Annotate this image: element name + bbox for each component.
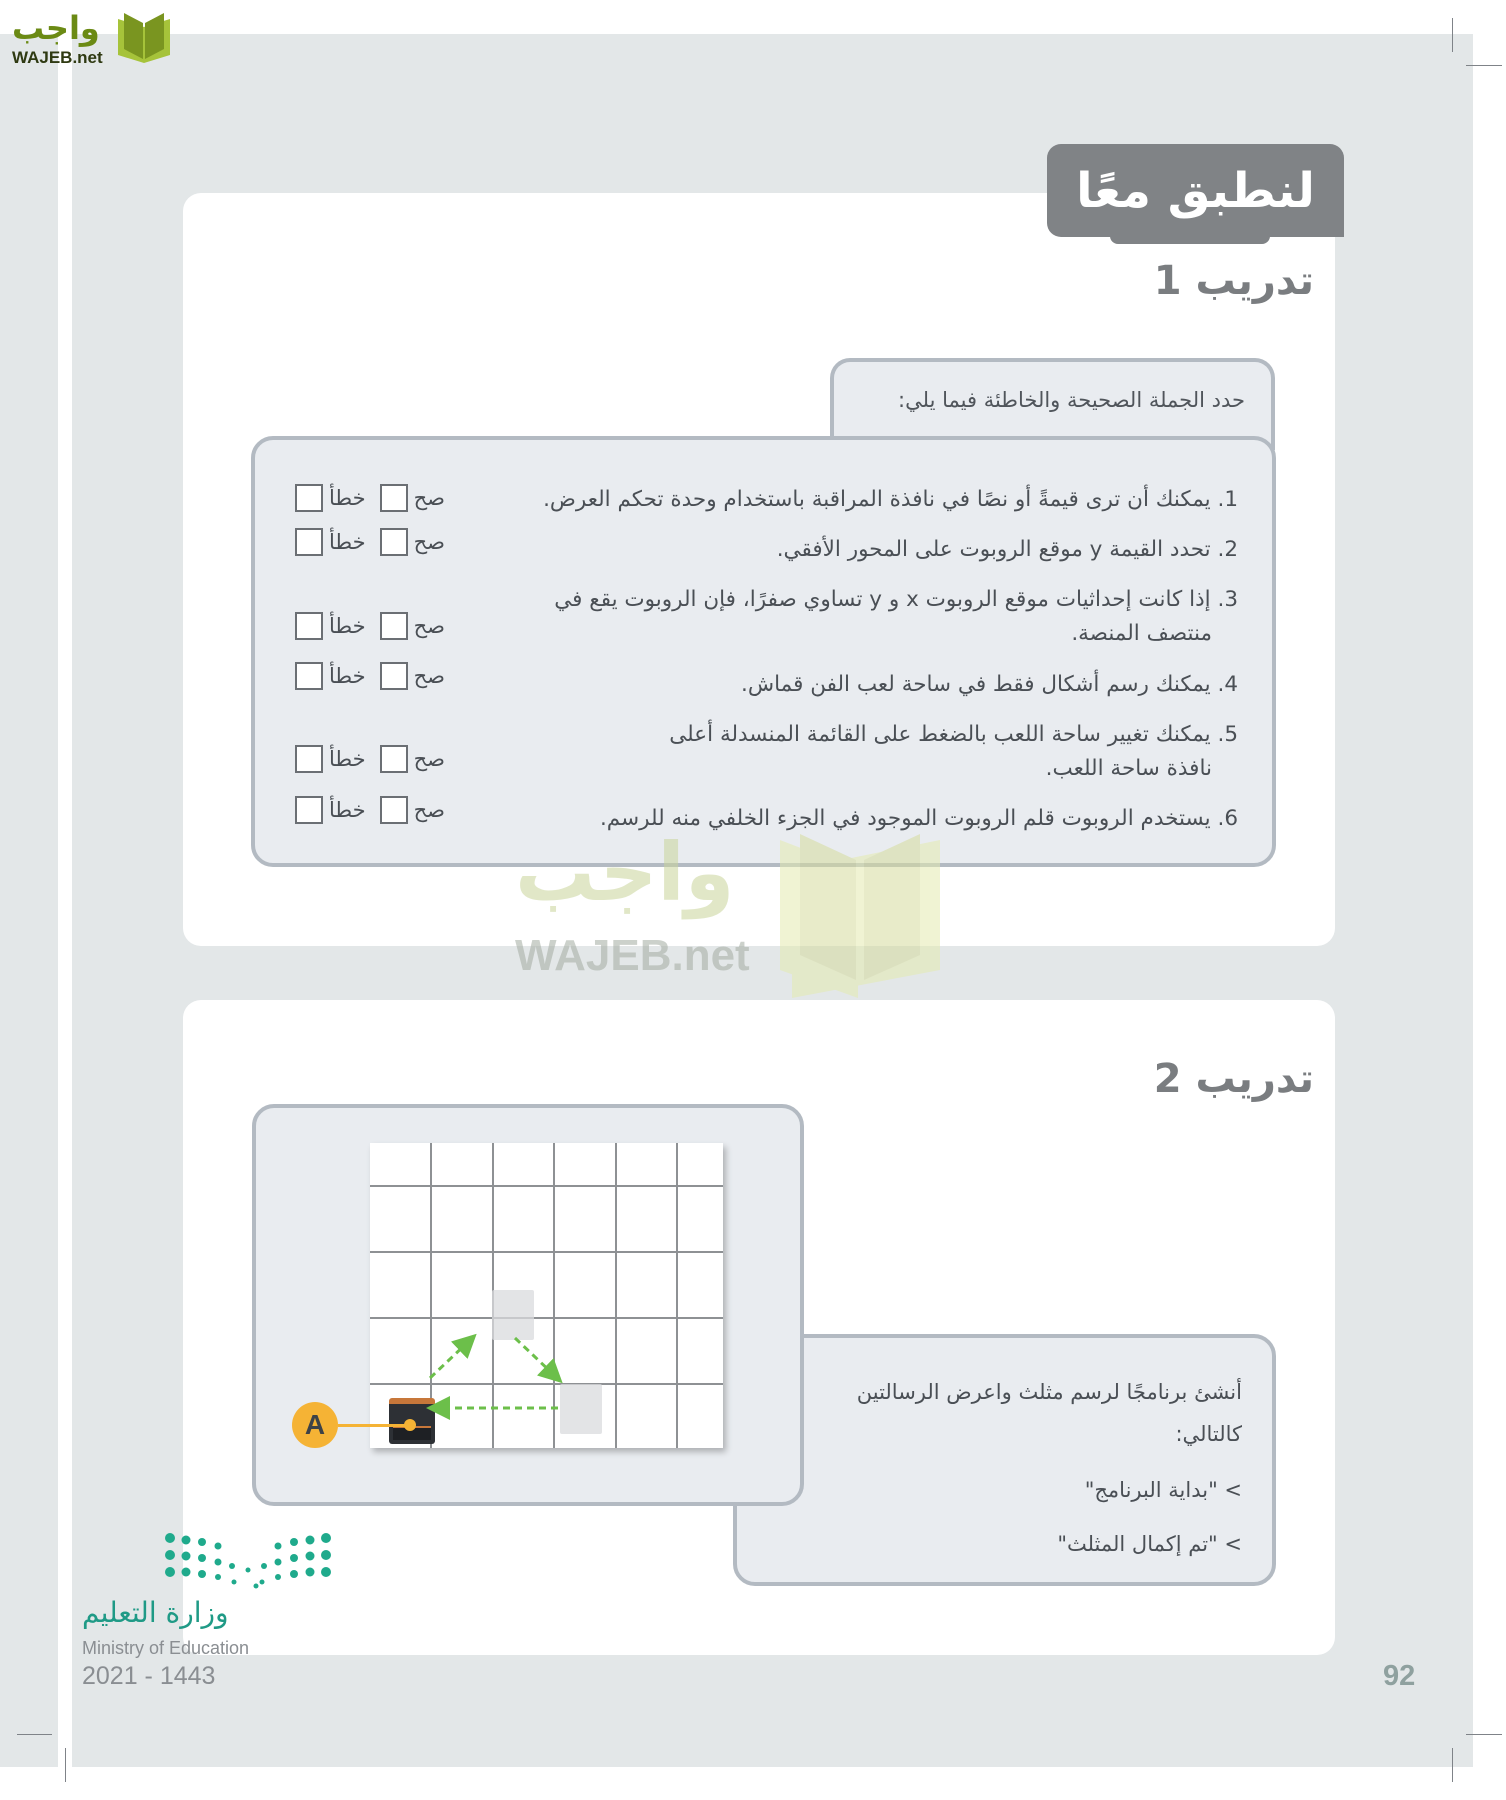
false-checkbox[interactable] xyxy=(295,612,323,640)
exercise2-instruction: أنشئ برنامجًا لرسم مثلث واعرض الرسالتين xyxy=(856,1380,1242,1404)
header-badge-tab xyxy=(1110,232,1270,244)
edition-year: 2021 - 1443 xyxy=(82,1662,216,1690)
crop-mark xyxy=(65,1748,66,1782)
question-3: 3. إذا كانت إحداثيات موقع الروبوت x و y تساوي صفرًا، فإن الروبوت يقع في xyxy=(554,587,1238,612)
question-5: 5. يمكنك تغيير ساحة اللعب بالضغط على القائمة المنسدلة أعلى xyxy=(669,722,1238,747)
true-option[interactable]: صح xyxy=(380,484,445,512)
ministry-dots-icon xyxy=(82,1530,342,1590)
question-4: 4. يمكنك رسم أشكال فقط في ساحة لعب الفن قماش. xyxy=(741,672,1238,697)
question-1: 1. يمكنك أن ترى قيمةً أو نصًا في نافذة المراقبة باستخدام وحدة تحكم العرض. xyxy=(543,487,1238,512)
book-icon xyxy=(10,5,190,67)
true-option[interactable]: صح xyxy=(380,612,445,640)
false-checkbox[interactable] xyxy=(295,796,323,824)
marker-a-line xyxy=(338,1424,410,1427)
false-option[interactable]: خطأ xyxy=(295,662,366,690)
crop-mark xyxy=(1452,1748,1453,1782)
false-option[interactable]: خطأ xyxy=(295,484,366,512)
question-6-options xyxy=(295,796,445,824)
marker-a: A xyxy=(292,1402,338,1448)
question-2-options xyxy=(295,528,445,556)
ministry-logo xyxy=(82,1530,342,1594)
svg-text:واجب: واجب xyxy=(12,9,100,47)
wajeb-logo[interactable] xyxy=(10,5,190,71)
false-option[interactable]: خطأ xyxy=(295,745,366,773)
svg-text:WAJEB.net: WAJEB.net xyxy=(12,48,103,67)
false-option[interactable]: خطأ xyxy=(295,796,366,824)
true-checkbox[interactable] xyxy=(380,484,408,512)
true-checkbox[interactable] xyxy=(380,528,408,556)
question-3-options xyxy=(295,612,445,640)
question-4-options xyxy=(295,662,445,690)
false-checkbox[interactable] xyxy=(295,745,323,773)
question-5-line2: نافذة ساحة اللعب. xyxy=(1045,756,1212,781)
false-checkbox[interactable] xyxy=(295,484,323,512)
true-false-panel xyxy=(251,436,1276,867)
crop-mark xyxy=(1452,18,1453,52)
exercise2-title: تدريب 2 xyxy=(1153,1056,1314,1102)
arrow-down-right-icon xyxy=(515,1338,554,1375)
triangle-path-arrows xyxy=(370,1143,723,1448)
ministry-name-english: Ministry of Education xyxy=(82,1638,250,1658)
true-option[interactable]: صح xyxy=(380,796,445,824)
question-3-line2: منتصف المنصة. xyxy=(1071,621,1212,646)
left-margin-strip xyxy=(0,34,58,1767)
false-checkbox[interactable] xyxy=(295,528,323,556)
svg-text:واجب: واجب xyxy=(515,830,735,919)
crop-mark xyxy=(1466,65,1502,66)
message-start: > "بداية البرنامج" xyxy=(1084,1478,1242,1502)
message-complete: > "تم إكمال المثلث" xyxy=(1057,1532,1242,1556)
exercise2-instruction-panel xyxy=(733,1334,1276,1586)
arrow-up-right-icon xyxy=(430,1342,468,1378)
header-badge-label: لنطبق معًا xyxy=(1076,162,1315,219)
true-checkbox[interactable] xyxy=(380,612,408,640)
wajeb-watermark xyxy=(510,830,1010,1004)
false-option[interactable]: خطأ xyxy=(295,612,366,640)
true-checkbox[interactable] xyxy=(380,796,408,824)
question-6: 6. يستخدم الروبوت قلم الروبوت الموجود في الجزء الخلفي منه للرسم. xyxy=(599,806,1238,831)
page-number: 92 xyxy=(1383,1660,1416,1692)
true-option[interactable]: صح xyxy=(380,745,445,773)
header-badge xyxy=(1047,144,1344,237)
question-1-options xyxy=(295,484,445,512)
question-2: 2. تحدد القيمة y موقع الروبوت على المحور الأفقي. xyxy=(776,537,1238,562)
false-checkbox[interactable] xyxy=(295,662,323,690)
svg-text:WAJEB.net: WAJEB.net xyxy=(515,931,750,980)
exercise1-instruction: حدد الجملة الصحيحة والخاطئة فيما يلي: xyxy=(898,388,1245,412)
watermark-book-icon xyxy=(510,830,1010,1000)
true-option[interactable]: صح xyxy=(380,528,445,556)
true-checkbox[interactable] xyxy=(380,745,408,773)
true-checkbox[interactable] xyxy=(380,662,408,690)
false-option[interactable]: خطأ xyxy=(295,528,366,556)
true-option[interactable]: صح xyxy=(380,662,445,690)
exercise1-title: تدريب 1 xyxy=(1153,258,1314,304)
exercise2-instruction-line2: كالتالي: xyxy=(1175,1422,1242,1446)
ministry-name-arabic: وزارة التعليم xyxy=(82,1596,229,1629)
marker-a-dot xyxy=(404,1419,416,1431)
crop-mark xyxy=(17,1734,52,1735)
crop-mark xyxy=(1466,1734,1502,1735)
question-5-options xyxy=(295,745,445,773)
